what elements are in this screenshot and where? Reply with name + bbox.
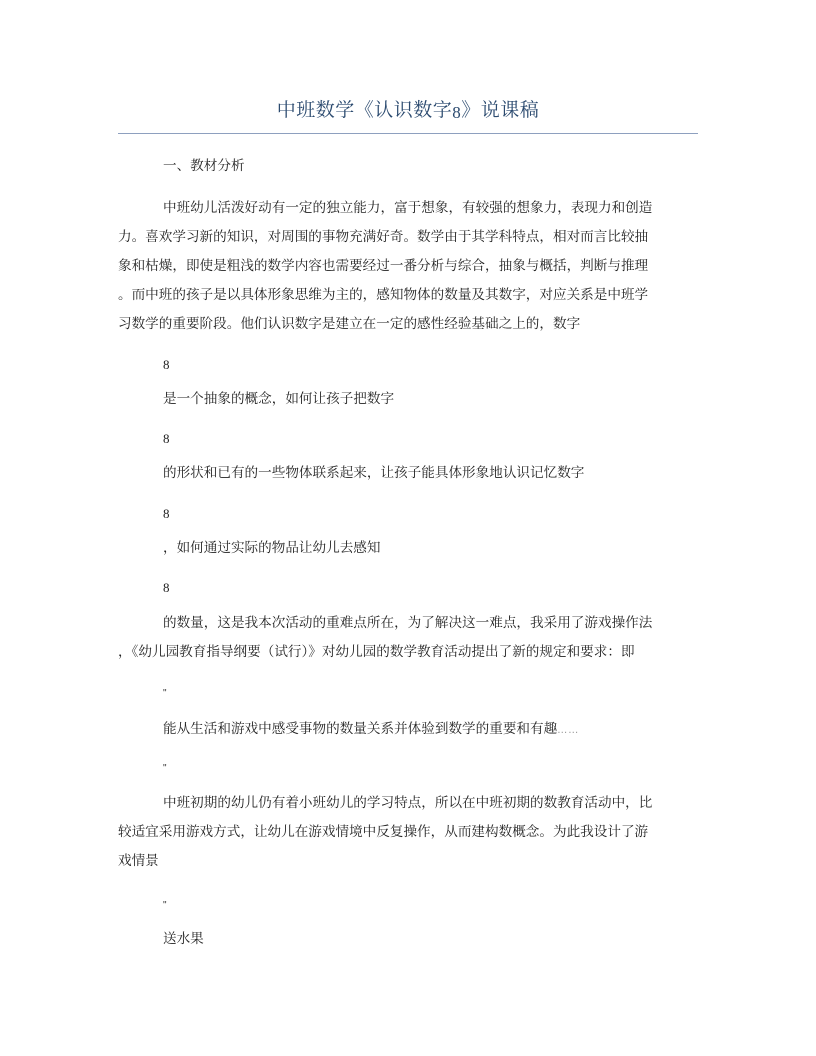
text-fragment: ，如何通过实际的物品让幼儿去感知 bbox=[163, 540, 381, 556]
paragraph-line: ，《幼儿园教育指导纲要（试行）》对幼儿园的数学教育活动提出了新的规定和要求：即 bbox=[118, 644, 635, 660]
text-fragment: 的形状和已有的一些物体联系起来，让孩子能具体形象地认识记忆数字 bbox=[163, 465, 585, 481]
paragraph-line: 中班幼儿活泼好动有一定的独立能力，富于想象，有较强的想象力，表现力和创造 bbox=[163, 200, 653, 216]
digit-eight: 8 bbox=[163, 357, 170, 372]
paragraph-line: 较适宜采用游戏方式，让幼儿在游戏情境中反复操作，从而建构数概念。为此我设计了游 bbox=[118, 824, 649, 840]
digit-eight: 8 bbox=[163, 580, 170, 595]
title-number: 8 bbox=[452, 103, 462, 122]
paragraph-line: 戏情景 bbox=[118, 853, 159, 869]
paragraph-line: 中班初期的幼儿仍有着小班幼儿的学习特点，所以在中班初期的数教育活动中，比 bbox=[163, 795, 653, 811]
section-heading: 一、教材分析 bbox=[163, 158, 245, 174]
quoted-text bbox=[163, 719, 579, 741]
document-title bbox=[118, 97, 698, 124]
paragraph-line: 。而中班的孩子是以具体形象思维为主的，感知物体的数量及其数字，对应关系是中班学 bbox=[118, 287, 649, 303]
open-quote: " bbox=[163, 688, 167, 699]
paragraph-3 bbox=[118, 789, 698, 876]
paragraph-1 bbox=[118, 194, 698, 339]
paragraph-line: 力。喜欢学习新的知识，对周围的事物充满好奇。数学由于其学科特点，相对而言比较抽 bbox=[118, 229, 649, 245]
paragraph-line: 习数学的重要阶段。他们认识数字是建立在一定的感性经验基础之上的，数字 bbox=[118, 316, 581, 332]
ellipsis: …… bbox=[557, 725, 580, 736]
close-quote: " bbox=[163, 763, 167, 774]
quote-body: 能从生活和游戏中感受事物的数量关系并体验到数学的重要和有趣 bbox=[163, 721, 558, 737]
digit-eight: 8 bbox=[163, 506, 170, 521]
title-suffix: 》说课稿 bbox=[461, 99, 540, 121]
text-fragment: 是一个抽象的概念，如何让孩子把数字 bbox=[163, 391, 395, 407]
paragraph-line: 象和枯燥，即使是粗浅的数学内容也需要经过一番分析与综合，抽象与概括，判断与推理 bbox=[118, 258, 649, 274]
paragraph-2 bbox=[118, 609, 698, 667]
digit-eight: 8 bbox=[163, 431, 170, 446]
game-name: 送水果 bbox=[163, 931, 204, 947]
title-divider bbox=[118, 133, 698, 134]
open-quote: " bbox=[163, 900, 167, 911]
title-prefix: 中班数学《认识数字 bbox=[276, 99, 453, 121]
paragraph-line: 的数量，这是我本次活动的重难点所在，为了解决这一难点，我采用了游戏操作法 bbox=[163, 615, 653, 631]
